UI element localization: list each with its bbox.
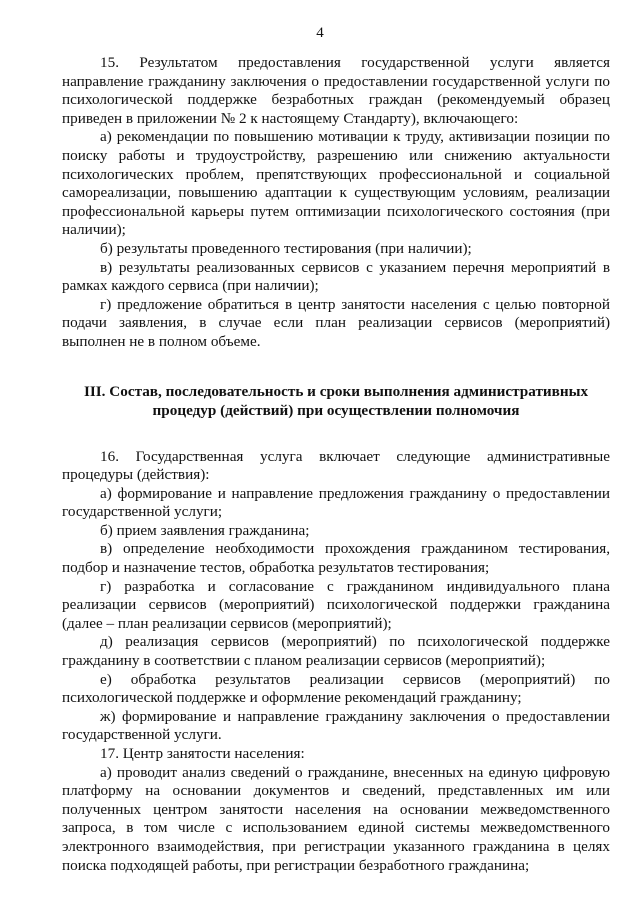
page-number: 4 xyxy=(316,25,324,41)
paragraph-16-v: в) определение необходимости прохождения гражданином тестирования, подбор и назначение тестов, обработка результатов тестирования; xyxy=(62,540,610,577)
paragraph-16-g: г) разработка и согласование с гражданином индивидуального плана реализации сервисов (мероприятий) психологической поддержки гражданина (далее – план реализации сервисов (мероприятий); xyxy=(62,577,610,632)
section-heading: III. Состав, последовательность и сроки выполнения административных процедур (действий) при осуществлении полномочия xyxy=(83,382,589,419)
document-body xyxy=(62,54,610,875)
paragraph-16: 16. Государственная услуга включает следующие административные процедуры (действия): xyxy=(62,447,610,484)
paragraph-17-a: а) проводит анализ сведений о гражданине, внесенных на единую цифровую платформу на основании документов и сведений, представленных им или полученных центром занятости населения на основании межведомственного запроса, в том числе с использованием единой системы межведомственного электронного взаимодействия, при регистрации указанного гражданина в целях поиска подходящей работы, при регистрации безработного гражданина; xyxy=(62,763,610,874)
paragraph-15-v: в) результаты реализованных сервисов с указанием перечня мероприятий в рамках каждого сервиса (при наличии); xyxy=(62,258,610,295)
paragraph-16-d: д) реализация сервисов (мероприятий) по психологической поддержке гражданину в соответствии с планом реализации сервисов (мероприятий); xyxy=(62,633,610,670)
paragraph-15: 15. Результатом предоставления государственной услуги является направление гражданину заключения о предоставлении государственной услуги по психологической поддержке безработных граждан (рекомендуемый образец приведен в приложении № 2 к настоящему Стандарту), включающего: xyxy=(62,54,610,127)
spacer xyxy=(62,420,610,448)
paragraph-15-b: б) результаты проведенного тестирования (при наличии); xyxy=(100,239,472,257)
paragraph-15-a: а) рекомендации по повышению мотивации к труду, активизации позиции по поиску работы и трудоустройству, разрешению или снижению актуальности психологических проблем, препятствующих профессиональной и социальной самореализации, повышению адаптации к существующим условиям, реализации профессиональной карьеры путем оптимизации психологического состояния (при наличии); xyxy=(62,128,610,239)
paragraph-16-e: е) обработка результатов реализации сервисов (мероприятий) по психологической поддержке и оформление рекомендаций гражданину; xyxy=(62,670,610,707)
paragraph-16-zh: ж) формирование и направление гражданину заключения о предоставлении государственной услуги. xyxy=(62,707,610,744)
paragraph-17: 17. Центр занятости населения: xyxy=(100,745,305,762)
paragraph-15-g: г) предложение обратиться в центр занятости населения с целью повторной подачи заявления, в случае если план реализации сервисов (мероприятий) выполнен не в полном объеме. xyxy=(62,295,610,350)
paragraph-16-a: а) формирование и направление предложения гражданину о предоставлении государственной услуги; xyxy=(62,484,610,521)
spacer xyxy=(62,352,610,382)
paragraph-16-b: б) прием заявления гражданина; xyxy=(100,521,310,539)
